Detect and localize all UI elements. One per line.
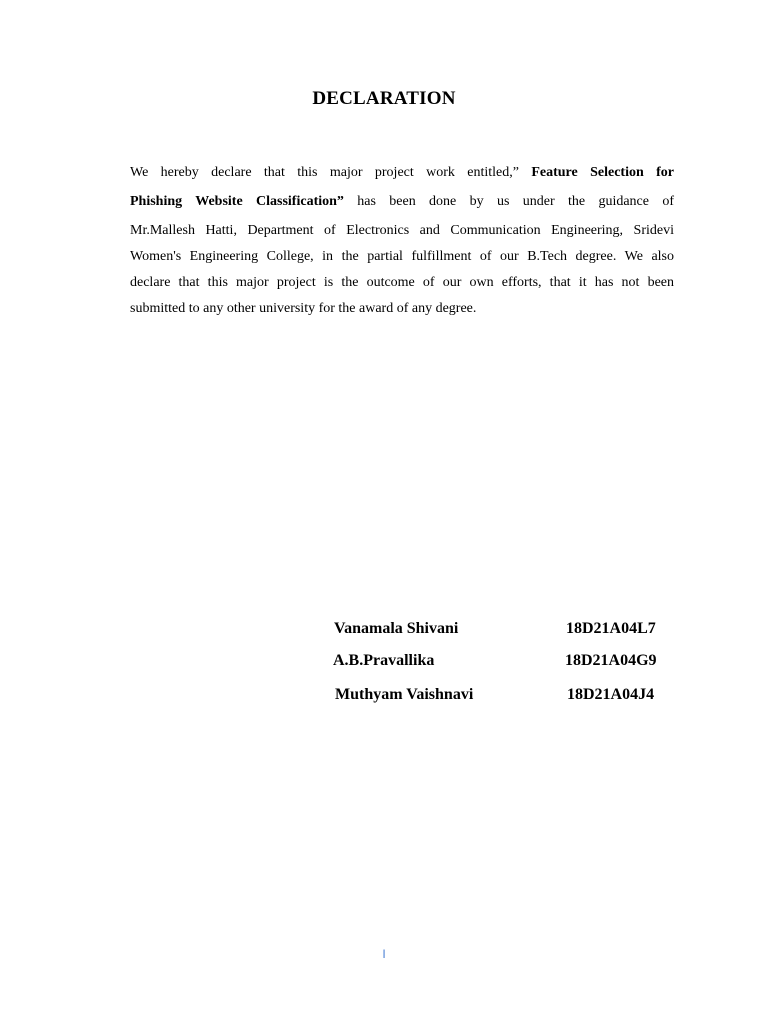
paragraph-line-6: submitted to any other university for the award of any degree. xyxy=(130,301,477,316)
page-title: DECLARATION xyxy=(312,88,456,109)
signatory-row xyxy=(0,620,768,642)
declaration-paragraph xyxy=(130,160,674,322)
signatory-row xyxy=(0,686,768,708)
paragraph-line-1 xyxy=(130,160,674,186)
signatory-row xyxy=(0,652,768,674)
project-title-part-2: Phishing Website Classification” xyxy=(130,194,344,209)
paragraph-line-5: declare that this major project is the outcome of our own efforts, that it has not been xyxy=(130,275,674,290)
paragraph-text: has been done by us under the guidance of xyxy=(343,194,674,209)
signatory-name: Muthyam Vaishnavi xyxy=(335,686,474,703)
signatory-name: A.B.Pravallika xyxy=(333,652,435,669)
paragraph-text: We hereby declare that this major project work entitled,” xyxy=(130,165,532,180)
signatory-roll-number: 18D21A04J4 xyxy=(567,686,655,703)
page-number: I xyxy=(382,947,386,961)
paragraph-line-4: Women's Engineering College, in the partial fulfillment of our B.Tech degree. We also xyxy=(130,249,674,264)
paragraph-line-3: Mr.Mallesh Hatti, Department of Electronics and Communication Engineering, Sridevi xyxy=(130,223,674,238)
signatory-name: Vanamala Shivani xyxy=(334,620,459,637)
paragraph-line-2 xyxy=(130,186,674,218)
signatory-roll-number: 18D21A04L7 xyxy=(566,620,656,637)
signatory-roll-number: 18D21A04G9 xyxy=(565,652,657,669)
project-title-part-1: Feature Selection for xyxy=(531,165,674,180)
